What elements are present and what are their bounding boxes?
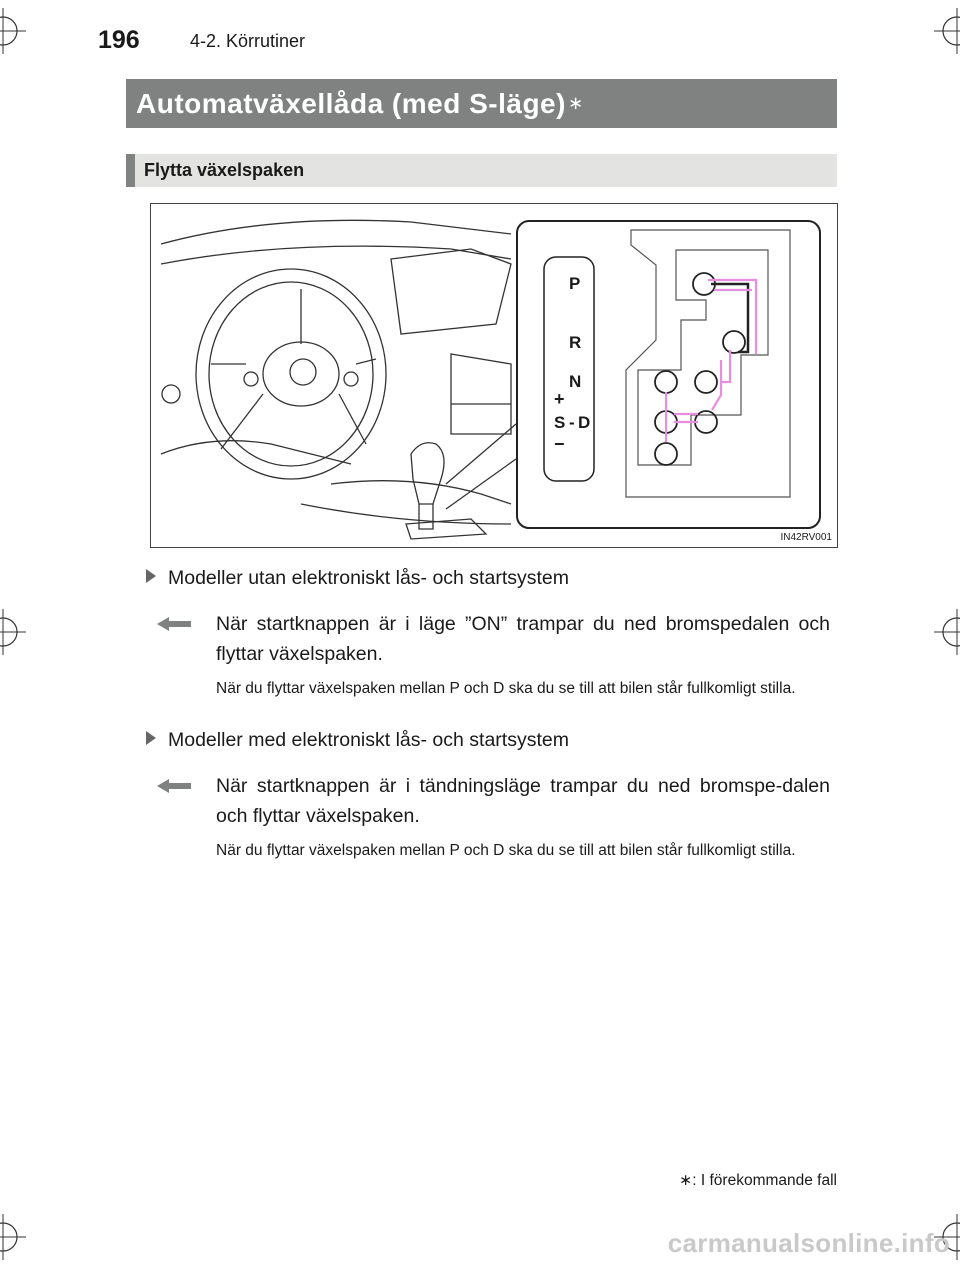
section-heading-bar: [126, 154, 837, 187]
step-arrow-icon: [157, 779, 191, 793]
gate-label-d: D: [578, 413, 591, 432]
gate-label-minus: −: [554, 434, 565, 454]
footnote: ∗: I förekommande fall: [679, 1172, 837, 1189]
bullet-heading-1: [146, 567, 569, 590]
bullet-heading-2: [146, 729, 569, 752]
page-title-bar: [126, 79, 837, 128]
instruction-text-2: När startknappen är i tändningsläge trampar du ned bromspe-dalen och flyttar växelspaken.: [216, 775, 830, 827]
registration-mark-bottom-left: [0, 1214, 26, 1260]
gate-label-dash: -: [569, 413, 575, 432]
registration-mark-top-right: [934, 8, 960, 54]
shift-gate-diagram: [516, 220, 824, 530]
gate-label-r: R: [569, 333, 582, 352]
section-heading: Flytta växelspaken: [144, 160, 305, 180]
step-arrow-icon: [157, 617, 191, 631]
page-title: Automatväxellåda (med S-läge): [136, 87, 566, 119]
gate-label-p: P: [569, 274, 581, 293]
gate-label-n: N: [569, 372, 582, 391]
shift-lever-figure: [150, 203, 838, 548]
note-text-1: När du flyttar växelspaken mellan P och D ska du se till att bilen står fullkomligt stilla.: [216, 680, 796, 697]
registration-mark-mid-right: [934, 609, 960, 655]
gate-label-plus: +: [554, 389, 565, 409]
bullet-heading-1-text: Modeller utan elektroniskt lås- och startsystem: [168, 567, 569, 589]
gate-label-s: S: [554, 413, 566, 432]
bullet-triangle-icon: [146, 569, 156, 583]
watermark: carmanualsonline.info: [667, 1228, 950, 1258]
page-number: 196: [98, 26, 140, 54]
figure-code: IN42RV001: [780, 532, 832, 543]
chapter-title: 4-2. Körrutiner: [190, 31, 306, 51]
title-footnote-marker: ∗: [567, 93, 584, 113]
registration-mark-top-left: [0, 8, 26, 54]
instruction-text-1: När startknappen är i läge ”ON” trampar du ned bromspedalen och flyttar växelspaken.: [216, 613, 830, 665]
note-text-2: När du flyttar växelspaken mellan P och D ska du se till att bilen står fullkomligt stilla.: [216, 842, 796, 859]
bullet-triangle-icon: [146, 731, 156, 745]
registration-mark-mid-left: [0, 609, 26, 655]
bullet-heading-2-text: Modeller med elektroniskt lås- och startsystem: [168, 729, 569, 751]
